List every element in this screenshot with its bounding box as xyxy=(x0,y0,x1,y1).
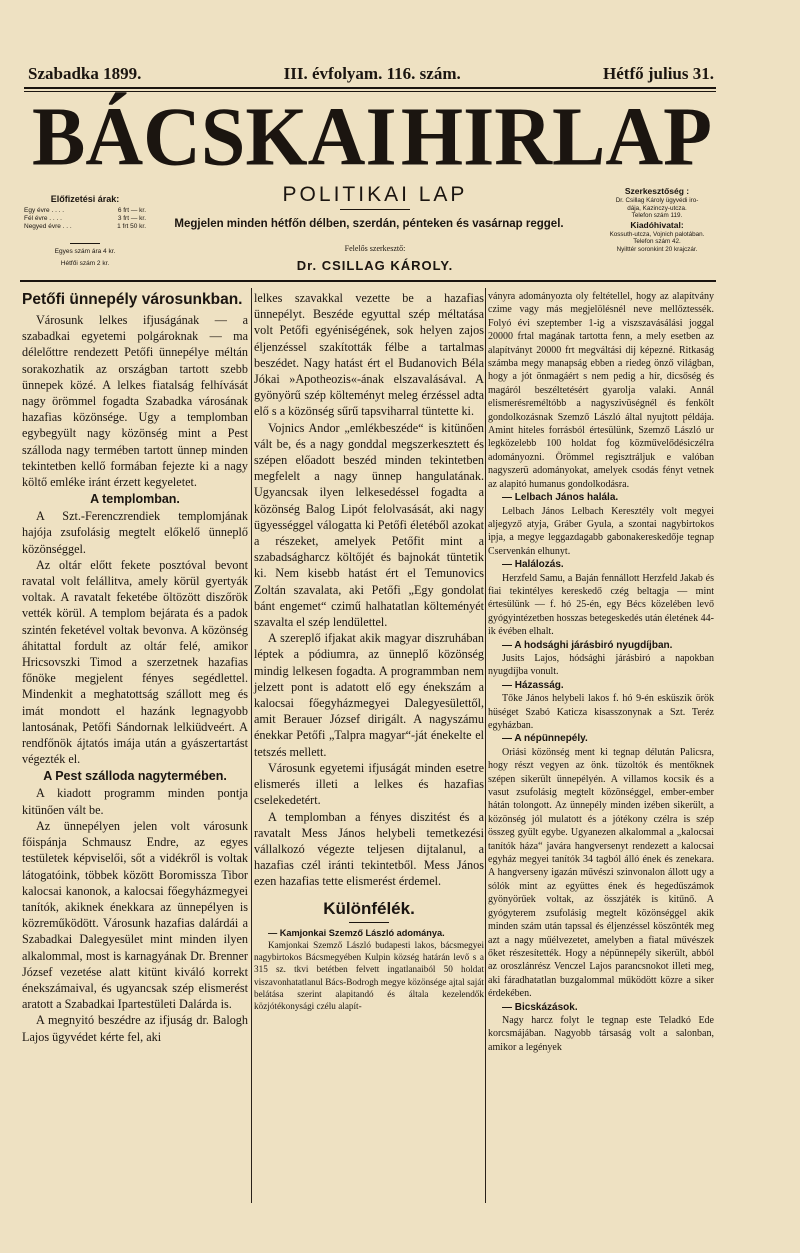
paragraph: Városunk lelkes ifjuságának — a szabadkai egyetemi polgároknak — ma délelőttre rendezett Petőfi ünnepélye méltán sorakozhatik az országban tartott szebb ünnepek közé. A lelkes fiatalság felhívását nagy örömmel fogadta Szabadka városának hazafias közönsége. Ugy a templomban egybegyült nagy közönség mint a Pest szálloda nagy termében tartott ünnep minden tekintetben kellő formában fejezte ki a nagy költő emléke iránt érzett kegyeletet. xyxy=(22,313,248,490)
paragraph: Az oltár előtt fekete posztóval bevont ravatal volt felállitva, amely körül gyertyák voltak. A ravatalt feketébe öltözött diszőrök vették körül. A templom bejárata és a padok szintén feketével voltak bevonva. A közönség áhitattal fordult az oltár felé, amikor Hricsovszki Timod a szerzetnek hazafias főnöke megjelent fényes segédlettel. Mindenkit a meghatottság szállott meg és imát mondott el hazánk legnagyobb lantosának, Petőfi Sándornak lelkiüdveért. A rendfőnök ájtatós imája után a gyászertartást végezték el. xyxy=(22,557,248,767)
paragraph: Herzfeld Samu, a Baján fennállott Herzfeld Jakab és fiai tekintélyes kereskedő czég beltagja — mint értesülünk — f. hó 25-én, egy Bécs közelében levő gyógyintézetben hosszas betegeskedés után életének 44-ik évében elhalt. xyxy=(488,572,714,638)
subscription-title: Előfizetési árak: xyxy=(50,194,120,204)
monday-price: Hétfői szám 2 kr. xyxy=(60,260,110,267)
paragraph: Városunk egyetemi ifjuságát minden esetre elismerés illeti a lelkes és hazafias cselekedetért. xyxy=(254,760,484,808)
paragraph: A szereplő ifjakat akik magyar diszruhában léptek a pódiumra, az ünneplő közönség mindig lelkesen fogadta. A programmban nem jelzett pont is adatott elő egy énekszám a kalocsai főegyházmegyei Dalegyesülettől, amit Berauer József dirigált. A nagyszámu énekkar Petőfi „Talpra magyar“-ját énekelte el tetszés mellett. xyxy=(254,631,484,759)
place-year: Szabadka 1899. xyxy=(28,64,142,83)
paragraph: A kiadott programm minden pontja kitünően vált be. xyxy=(22,786,248,817)
news-heading: — Házasság. xyxy=(502,679,564,691)
news-heading: — Lelbach János halála. xyxy=(502,492,619,504)
single-price: Egyes szám ára 4 kr. xyxy=(54,248,116,255)
section-heading: A Pest szálloda nagytermében. xyxy=(43,769,227,784)
issue-date: Hétfő julius 31. xyxy=(603,64,714,83)
subscription-prices xyxy=(24,195,146,268)
article-column-1 xyxy=(22,290,248,1045)
paragraph: ványra adományozta oly feltétellel, hogy az alapítvány czime vagy más megjelölésnél neve mellőztessék. Folyó évi szeptember 1-ig a viszszavásálási joggal 20000 frtal magának tartotta fenn, a mely esetben az alapítványt 20000 frt megváltási dij képezné. Ritkaság számba megy manapság ebben a riedeg önző világban, hogy a jót önmagáért s nem pedig a hír, dicsőség és magáról beszéltetésért gyarolja valaki. Annál elismerésreméltóbb a nagyszivüségnél és fenkölt gondolkozásnak Szemző László által nyujtott példája. Amint hiteles forrásból értesülünk, Szemző László ur legközelebb 100 holdat fog közművelődésiczélra adományozni. Örömmel regisztráljuk e valóban nagyszerü adományokat, amelyek csodás fényt vetnek az alapitó humanus gondolkodásra. xyxy=(488,291,714,490)
news-heading: — Halálozás. xyxy=(502,559,564,571)
column-divider xyxy=(485,288,486,1203)
paragraph: Tőke János helybeli lakos f. hó 9-én esküszik örök hüséget Szabó Katicza kisasszonynak a Szt. Teréz egyházban. xyxy=(488,693,714,731)
header-bottom-rule xyxy=(20,280,716,282)
paragraph: lelkes szavakkal vezette be a hazafias ünnepélyt. Beszéde egyuttal szép méltatása volt Petőfi egyéniségének, sok helyen zajos éljenzéssel szakították félbe a tartalmas beszédet. Nagy hatást ért el Budanovich Béla Jókai »Apotheozis«-ának elszavalásával. A gyönyörű szép költeményt meleg érzéssel adta elő s a közönség sűrű tapsviharral tüntette ki. xyxy=(254,291,484,419)
article-column-3 xyxy=(488,290,714,1054)
subtitle-rule xyxy=(340,209,410,210)
paragraph: Kamjonkai Szemző László budapesti lakos, bácsmegyei nagybirtokos Bácsmegyében Kulpin község határán levő s a 315 sz. tkvi betétben felvett ingatlanaiból 50 holdat viszavonhatatlanul Bács-Bodrogh megye közönsége ajtal saját belátása szerint alapitandó és általa kezelendők közjótékonysági czélu alapít- xyxy=(254,939,484,1012)
publication-schedule: Megjelen minden hétfőn délben, szerdán, pénteken és vasárnap reggel. xyxy=(174,218,564,230)
price-row: Egy évre . . . . 6 frt — kr. xyxy=(24,207,146,214)
paragraph: Jusits Lajos, hódsághi járásbiró a napokban nyugdíjba vonult. xyxy=(488,652,714,678)
news-heading: — Bicskázások. xyxy=(502,1001,578,1013)
article-headline: Petőfi ünnepély városunkban. xyxy=(22,291,243,308)
column-divider xyxy=(251,288,252,1203)
top-rule xyxy=(24,87,716,89)
subtitle: POLITIKAI LAP xyxy=(282,183,468,206)
paragraph: Oriási közönség ment ki tegnap délután Palicsra, hogy részt vegyen az önk. tüzoltók és mentőknek szépen sikerült ünnepélyén. A villamos kocsik és a vasut zsufolásig megtelt közönséggel, ember-ember hátán tolongott. Az ünnepély minden izében sikerült, a közönség jól mulatott és a jótékony czélra is szép összeg gyült egybe. Ugyanezen alkalommal a „kalocsai tanítók háza“ javára hangversenyt rendezett a kalocsai egyház megyei tanítók 34 tagból álló ének és zenekara. A hangverseny igazán művészi szinvonalon állott ugy a sólók mint az együttes ének és hegedűszámok gyönyörűek voltak, az összjáték is kitűnő. A gyógyterem zsufolásig megtelt közönséggel akik minden szám után tapssal és éljenzéssel köszönték meg azt a nagy műélvezetet, amelyben a fiatal művészek őket részesítették. Hogy a népünnepély sikerült, abból az oroszlánrész Venczel Lajos parancsnokot illeti meg, aki fáradhatatlan buzgalommal működött közre a siker érdekében. xyxy=(488,746,714,1000)
publisher-title: Kiadóhivatal: xyxy=(630,219,684,230)
editor-name: Dr. CSILLAG KÁROLY. xyxy=(296,258,454,273)
editorial-office: Szerkesztőség : Dr. Csillag Károly ügyvédi iro- dája, Kazinczy-utcza. Telefon szám 119. Kiadóhivatal: Kossuth-utcza, Vojnich palotában. Telefon szám 42. Nyilttér soronkint 20 krajczár. xyxy=(598,186,716,254)
news-heading: — A népünnepély. xyxy=(502,733,588,745)
news-heading: — A hodsághi járásbiró nyugdíjban. xyxy=(502,639,673,651)
paragraph: A megnyitó beszédre az ifjuság dr. Balogh Lajos ügyvédet kérte fel, aki xyxy=(22,1013,248,1044)
section-heading-kulonfelek: Különfélék. xyxy=(323,898,415,918)
editorial-title: Szerkesztőség : xyxy=(624,186,690,196)
volume-number: III. évfolyam. 116. szám. xyxy=(283,64,461,83)
section-heading: A templomban. xyxy=(90,492,180,507)
price-row: Fél évre . . . . 3 frt — kr. xyxy=(24,215,146,222)
paragraph: Az ünnepélyen jelen volt városunk főispánja Schmausz Endre, az egyes testületek képviselői, sőt a vidékről is voltak látogatóink, többek között Boromissza Tibor kalocsai kanonok, a kalocsai főegyházmegyei tanítók, akiknek énekkara az ünnepélyen is közreműködött. Városunk hazafias dalárdái a Szabadkai Dalegyesület mint minden ilyen alkalommal, most is karnagyának Dr. Brenner József vezetése alatt kitünt kiváló korrekt énekszámaival, és ugyancsak szép elismerést aratott a Szabadkai Ipartestületi Dalárda is. xyxy=(22,818,248,1012)
editor-label: Felelős szerkesztő: xyxy=(344,244,406,253)
issue-line xyxy=(28,62,714,86)
article-column-2 xyxy=(254,290,484,1013)
paragraph: Lelbach János Lelbach Keresztély volt megyei aljegyző atyja, Gráber Gyula, a szontai nagybirtokos ipja, a megye leggazdagabb gabonakereskedője tegnap Cservenkán elhunyt. xyxy=(488,505,714,557)
divider xyxy=(349,922,389,923)
paragraph: Vojnics Andor „emlékbeszéde“ is kitünően vált be, és a nagy gonddal megszerkesztett és szépen előadott beszéd minden tekintetben megfelelt a nagy ünnep hangulatának. Ugyancsak ilyen lelkesedéssel fogadta a közönség Balog Lipót felolvasását, aki nagy ügyességgel válogatta ki Petőfi életéből azokat a részeket, amelyek Petőfit mint a szabadságharcz költőjét és bajnokát tüntetik ki. Nem kisebb hatást ért el Temunovics Zoltán szavalata, aki Petőfi „Egy gondolat bánt engemet“ czimű halhatatlan költeményét szavalta el szép lendülettel. xyxy=(254,420,484,630)
news-heading: — Kamjonkai Szemző László adománya. xyxy=(268,927,445,938)
paragraph: A Szt.-Ferenczrendiek templomjának hajója zsufolásig megtelt előkelő ünneplő közönséggel. xyxy=(22,509,248,556)
masthead-title: B Á C S K A I H I R L A P xyxy=(32,90,712,183)
divider xyxy=(70,243,100,244)
paragraph: A templomban a fényes diszitést és a ravatalt Mess János helybeli temetkezési vállalkozó végezte teljesen dijtalanul, a hazafias czél iránti tekintetből. Mess János ezen hazafias tette elismerést érdemel. xyxy=(254,809,484,889)
price-row: Negyed évre . . . 1 frt 50 kr. xyxy=(24,223,146,230)
paragraph: Nagy harcz folyt le tegnap este Teladkó Ede korcsmájában. Nagyobb társaság volt a salonban, amikor a legények xyxy=(488,1014,714,1053)
